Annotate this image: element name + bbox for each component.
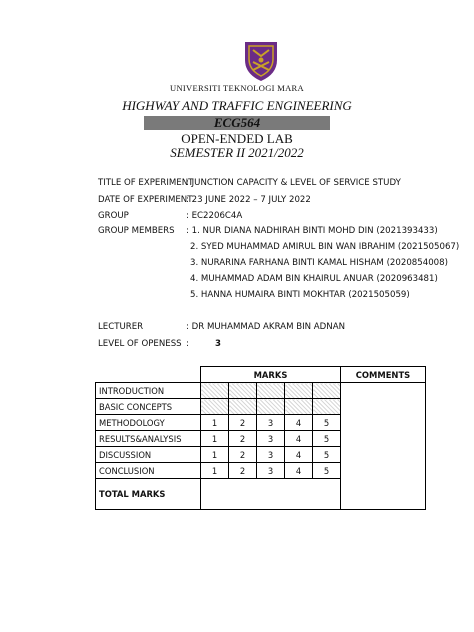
- score-cell: 2: [229, 463, 257, 479]
- uitm-crest-icon: [243, 40, 279, 82]
- table-header-row: [96, 367, 426, 383]
- date-label: DATE OF EXPERIMENT: [98, 195, 193, 205]
- score-cell: 4: [285, 447, 313, 463]
- date-value: : 23 JUNE 2022 – 7 JULY 2022: [186, 195, 311, 205]
- total-label: TOTAL MARKS: [96, 479, 201, 510]
- title-label: TITLE OF EXPERIMENT: [98, 178, 194, 188]
- score-cell: 5: [313, 463, 341, 479]
- title-value: : JUNCTION CAPACITY & LEVEL OF SERVICE STUDY: [186, 178, 401, 188]
- group-value: : EC2206C4A: [186, 211, 243, 221]
- score-cell: [229, 399, 257, 415]
- score-cell: 3: [257, 463, 285, 479]
- openess-label: LEVEL OF OPENESS: [98, 339, 182, 349]
- score-cell: 3: [257, 447, 285, 463]
- score-cell: 5: [313, 415, 341, 431]
- course-code: ECG564: [213, 115, 261, 130]
- score-cell: [313, 383, 341, 399]
- total-cell: [201, 479, 341, 510]
- row-label: INTRODUCTION: [96, 383, 201, 399]
- openess-colon: :: [186, 339, 189, 349]
- score-cell: 3: [257, 415, 285, 431]
- member-item: 3. NURARINA FARHANA BINTI KAMAL HISHAM (2020854008): [190, 258, 448, 268]
- row-label: BASIC CONCEPTS: [96, 399, 201, 415]
- score-cell: 2: [229, 431, 257, 447]
- row-label: CONCLUSION: [96, 463, 201, 479]
- members-label: GROUP MEMBERS: [98, 226, 175, 236]
- row-label: METHODOLOGY: [96, 415, 201, 431]
- member-item: 2. SYED MUHAMMAD AMIRUL BIN WAN IBRAHIM (2021505067): [190, 242, 460, 252]
- comments-cell: [341, 383, 426, 510]
- score-cell: 3: [257, 431, 285, 447]
- score-cell: 4: [285, 463, 313, 479]
- score-cell: [201, 399, 229, 415]
- score-cell: 1: [201, 415, 229, 431]
- comments-header: COMMENTS: [341, 367, 426, 383]
- score-cell: 5: [313, 447, 341, 463]
- openess-value: 3: [215, 339, 221, 349]
- member-item: 4. MUHAMMAD ADAM BIN KHAIRUL ANUAR (2020963481): [190, 274, 438, 284]
- score-cell: 4: [285, 431, 313, 447]
- score-cell: 2: [229, 447, 257, 463]
- score-cell: 2: [229, 415, 257, 431]
- score-cell: 1: [201, 447, 229, 463]
- lecturer-label: LECTURER: [98, 322, 144, 332]
- marks-header: MARKS: [201, 367, 341, 383]
- score-cell: [285, 383, 313, 399]
- score-cell: 4: [285, 415, 313, 431]
- score-cell: [257, 399, 285, 415]
- group-label: GROUP: [98, 211, 129, 221]
- score-cell: [257, 383, 285, 399]
- lab-type: OPEN-ENDED LAB: [181, 131, 293, 146]
- score-cell: [201, 383, 229, 399]
- score-cell: [229, 383, 257, 399]
- course-title: HIGHWAY AND TRAFFIC ENGINEERING: [122, 98, 352, 113]
- lecturer-value: : DR MUHAMMAD AKRAM BIN ADNAN: [186, 322, 346, 332]
- member-item: : 1. NUR DIANA NADHIRAH BINTI MOHD DIN (2021393433): [186, 226, 438, 236]
- university-name: UNIVERSITI TEKNOLOGI MARA: [170, 83, 304, 93]
- row-label: RESULTS&ANALYSIS: [96, 431, 201, 447]
- score-cell: 1: [201, 463, 229, 479]
- score-cell: 5: [313, 431, 341, 447]
- score-cell: [285, 399, 313, 415]
- row-label: DISCUSSION: [96, 447, 201, 463]
- member-item: 5. HANNA HUMAIRA BINTI MOKHTAR (2021505059): [190, 290, 410, 300]
- marks-table: [95, 366, 426, 510]
- score-cell: [313, 399, 341, 415]
- score-cell: 1: [201, 431, 229, 447]
- semester: SEMESTER II 2021/2022: [170, 145, 304, 160]
- table-row: [96, 383, 426, 399]
